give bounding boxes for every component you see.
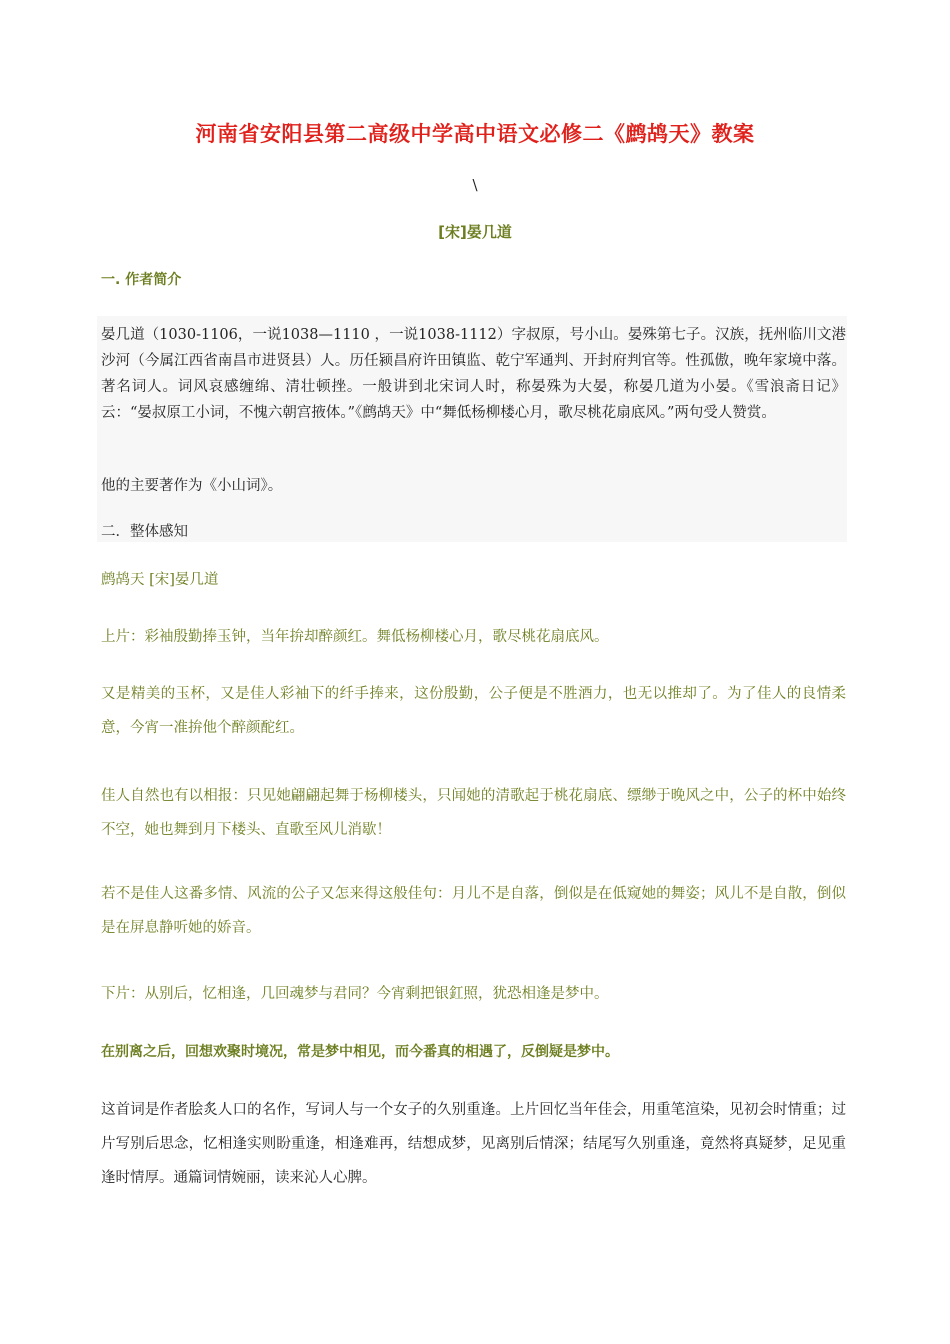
document-title: 河南省安阳县第二高级中学高中语文必修二《鹧鸪天》教案	[195, 122, 755, 146]
section-heading-author: 一. 作者简介	[101, 272, 182, 288]
summary-paragraph: 这首词是作者脍炙人口的名作，写词人与一个女子的久别重逢。上片回忆当年佳会，用重笔渲染，见初会时情重；过片写别后思念，忆相逢实则盼重逢，相逢难再，结想成梦，见离别后情深；结尾写久别重逢，竟然将真疑梦，足见重逢时情厚。通篇词情婉丽，读来沁人心脾。	[101, 1102, 846, 1186]
bold-paragraph: 在别离之后，回想欢聚时境况，常是梦中相见，而今番真的相遇了，反倒疑是梦中。	[101, 1044, 619, 1060]
paragraph-1: 又是精美的玉杯，又是佳人彩袖下的纤手捧来，这份殷勤，公子便是不胜酒力，也无以推却了。为了佳人的良情柔意，今宵一准拚他个醉颜酡红。	[101, 686, 846, 736]
paragraph-3: 若不是佳人这番多情、风流的公子又怎来得这般佳句：月儿不是自落，倒似是在低窥她的舞姿；风儿不是自散，倒似是在屏息静听她的娇音。	[101, 886, 846, 936]
author-line: [宋]晏几道	[438, 223, 512, 241]
lower-stanza: 下片：从别后，忆相逢，几回魂梦与君同？今宵剩把银釭照，犹恐相逢是梦中。	[101, 986, 609, 1002]
section-heading-overview: 二．整体感知	[101, 524, 188, 540]
poem-title: 鹧鸪天 [宋]晏几道	[101, 572, 219, 588]
upper-stanza: 上片：彩袖殷勤捧玉钟，当年拚却醉颜红。舞低杨柳楼心月，歌尽桃花扇底风。	[101, 629, 609, 645]
paragraph-2: 佳人自然也有以相报：只见她翩翩起舞于杨柳楼头，只闻她的清歌起于桃花扇底、缥缈于晚风之中，公子的杯中始终不空，她也舞到月下楼头、直歌至风儿消歇！	[101, 788, 846, 838]
author-bio: 晏几道（1030-1106，一说1038—1110 ，一说1038-1112）字叔原，号小山。晏殊第七子。汉族，抚州临川文港沙河（今属江西省南昌市进贤县）人。历任颍昌府许田镇监、乾宁军通判、开封府判官等。性孤傲，晚年家境中落。著名词人。词风哀感缠绵、清壮顿挫。一般讲到北宋词人时，称晏殊为大晏，称晏几道为小晏。《雪浪斋日记》云：“晏叔原工小词，不愧六朝宫掖体。”《鹧鸪天》中“舞低杨柳楼心月，歌尽桃花扇底风。”两句受人赞赏。	[101, 327, 846, 421]
main-works: 他的主要著作为《小山词》。	[101, 478, 283, 494]
backslash-mark: \	[472, 176, 478, 194]
